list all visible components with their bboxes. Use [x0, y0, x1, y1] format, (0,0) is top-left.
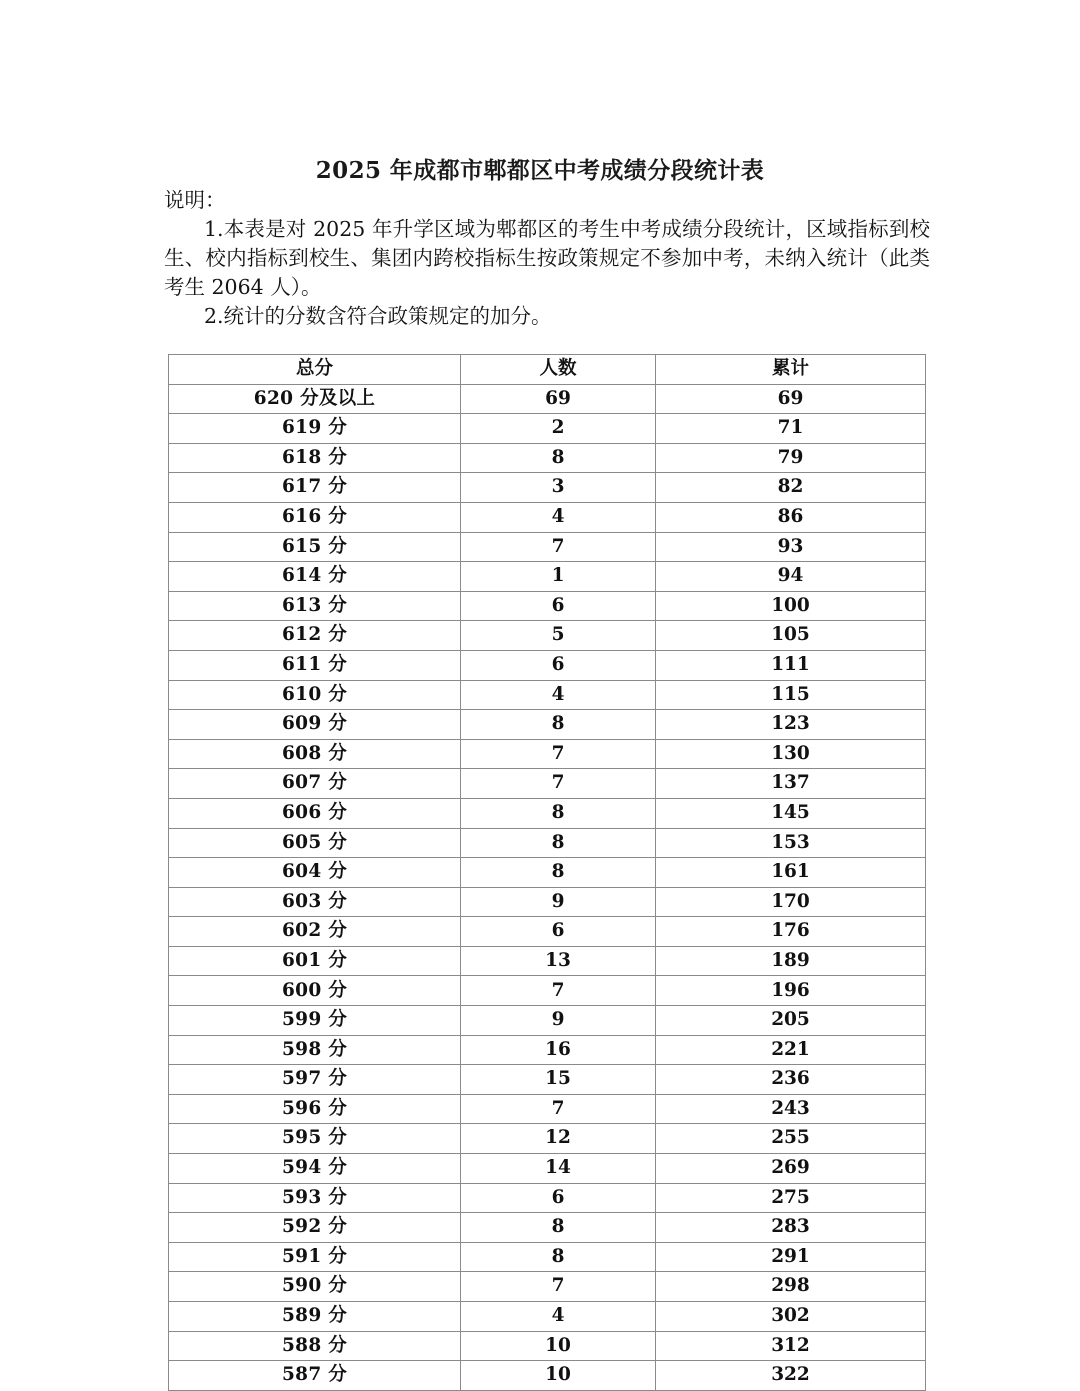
- table-row: [169, 650, 926, 680]
- cumulative-cell: 236: [656, 1065, 926, 1095]
- count-cell: 8: [461, 798, 656, 828]
- count-cell: 7: [461, 532, 656, 562]
- table-row: [169, 1331, 926, 1361]
- score-distribution-table: [168, 354, 926, 1391]
- count-cell: 15: [461, 1065, 656, 1095]
- cumulative-cell: 322: [656, 1361, 926, 1391]
- table-header-row: [169, 355, 926, 385]
- cumulative-cell: 137: [656, 769, 926, 799]
- score-cell: 613 分: [169, 591, 461, 621]
- count-cell: 10: [461, 1331, 656, 1361]
- score-cell: 612 分: [169, 621, 461, 651]
- count-cell: 8: [461, 858, 656, 888]
- table-row: [169, 384, 926, 414]
- count-cell: 1: [461, 562, 656, 592]
- table-row: [169, 769, 926, 799]
- score-cell: 600 分: [169, 976, 461, 1006]
- score-cell: 598 分: [169, 1035, 461, 1065]
- cumulative-cell: 105: [656, 621, 926, 651]
- cumulative-cell: 176: [656, 917, 926, 947]
- page-title: 2025 年成都市郫都区中考成绩分段统计表: [315, 157, 765, 184]
- score-cell: 588 分: [169, 1331, 461, 1361]
- column-header-total-score: 总分: [169, 355, 461, 385]
- cumulative-cell: 283: [656, 1213, 926, 1243]
- cumulative-cell: 275: [656, 1183, 926, 1213]
- table-row: [169, 621, 926, 651]
- note-item-2: 2.统计的分数含符合政策规定的加分。: [204, 304, 552, 328]
- cumulative-cell: 79: [656, 443, 926, 473]
- table-row: [169, 828, 926, 858]
- count-cell: 3: [461, 473, 656, 503]
- count-cell: 8: [461, 1213, 656, 1243]
- count-cell: 6: [461, 591, 656, 621]
- count-cell: 8: [461, 710, 656, 740]
- score-cell: 597 分: [169, 1065, 461, 1095]
- table-row: [169, 1272, 926, 1302]
- count-cell: 9: [461, 1006, 656, 1036]
- cumulative-cell: 145: [656, 798, 926, 828]
- column-header-cumulative: 累计: [656, 355, 926, 385]
- table-row: [169, 710, 926, 740]
- score-cell: 620 分及以上: [169, 384, 461, 414]
- table-row: [169, 858, 926, 888]
- count-cell: 7: [461, 1094, 656, 1124]
- cumulative-cell: 153: [656, 828, 926, 858]
- count-cell: 14: [461, 1154, 656, 1184]
- note-label: 说明：: [164, 188, 226, 212]
- score-cell: 595 分: [169, 1124, 461, 1154]
- count-cell: 7: [461, 976, 656, 1006]
- count-cell: 2: [461, 414, 656, 444]
- table-row: [169, 917, 926, 947]
- count-cell: 8: [461, 828, 656, 858]
- cumulative-cell: 115: [656, 680, 926, 710]
- cumulative-cell: 111: [656, 650, 926, 680]
- table-row: [169, 473, 926, 503]
- count-cell: 8: [461, 1242, 656, 1272]
- count-cell: 4: [461, 1302, 656, 1332]
- cumulative-cell: 255: [656, 1124, 926, 1154]
- table-row: [169, 1065, 926, 1095]
- table-row: [169, 443, 926, 473]
- table-row: [169, 680, 926, 710]
- table-row: [169, 1035, 926, 1065]
- table-row: [169, 562, 926, 592]
- table-row: [169, 1154, 926, 1184]
- table-row: [169, 1213, 926, 1243]
- score-cell: 596 分: [169, 1094, 461, 1124]
- count-cell: 12: [461, 1124, 656, 1154]
- cumulative-cell: 71: [656, 414, 926, 444]
- cumulative-cell: 312: [656, 1331, 926, 1361]
- table-row: [169, 1302, 926, 1332]
- score-cell: 605 分: [169, 828, 461, 858]
- note-item-1: 1.本表是对 2025 年升学区域为郫都区的考生中考成绩分段统计，区域指标到校生、校内指标到校生、集团内跨校指标生按政策规定不参加中考，未纳入统计（此类考生 2064 人）。: [164, 217, 930, 299]
- cumulative-cell: 86: [656, 502, 926, 532]
- cumulative-cell: 298: [656, 1272, 926, 1302]
- count-cell: 6: [461, 1183, 656, 1213]
- score-cell: 591 分: [169, 1242, 461, 1272]
- table-row: [169, 532, 926, 562]
- score-cell: 599 分: [169, 1006, 461, 1036]
- score-cell: 604 分: [169, 858, 461, 888]
- score-cell: 619 分: [169, 414, 461, 444]
- explanatory-note: [164, 186, 930, 331]
- score-cell: 594 分: [169, 1154, 461, 1184]
- count-cell: 6: [461, 650, 656, 680]
- score-cell: 614 分: [169, 562, 461, 592]
- count-cell: 4: [461, 502, 656, 532]
- table-row: [169, 976, 926, 1006]
- count-cell: 6: [461, 917, 656, 947]
- score-cell: 587 分: [169, 1361, 461, 1391]
- cumulative-cell: 205: [656, 1006, 926, 1036]
- score-cell: 593 分: [169, 1183, 461, 1213]
- score-cell: 617 分: [169, 473, 461, 503]
- cumulative-cell: 196: [656, 976, 926, 1006]
- score-cell: 616 分: [169, 502, 461, 532]
- table-row: [169, 1006, 926, 1036]
- count-cell: 69: [461, 384, 656, 414]
- count-cell: 7: [461, 769, 656, 799]
- cumulative-cell: 93: [656, 532, 926, 562]
- score-cell: 610 分: [169, 680, 461, 710]
- cumulative-cell: 189: [656, 946, 926, 976]
- table-row: [169, 1094, 926, 1124]
- cumulative-cell: 170: [656, 887, 926, 917]
- count-cell: 16: [461, 1035, 656, 1065]
- score-cell: 615 分: [169, 532, 461, 562]
- score-cell: 609 分: [169, 710, 461, 740]
- table-row: [169, 1183, 926, 1213]
- count-cell: 7: [461, 1272, 656, 1302]
- count-cell: 8: [461, 443, 656, 473]
- score-cell: 607 分: [169, 769, 461, 799]
- cumulative-cell: 100: [656, 591, 926, 621]
- cumulative-cell: 123: [656, 710, 926, 740]
- count-cell: 13: [461, 946, 656, 976]
- table-header: [169, 355, 926, 385]
- table-row: [169, 739, 926, 769]
- table-body: [169, 384, 926, 1390]
- cumulative-cell: 221: [656, 1035, 926, 1065]
- score-cell: 603 分: [169, 887, 461, 917]
- column-header-count: 人数: [461, 355, 656, 385]
- cumulative-cell: 302: [656, 1302, 926, 1332]
- count-cell: 9: [461, 887, 656, 917]
- count-cell: 5: [461, 621, 656, 651]
- cumulative-cell: 269: [656, 1154, 926, 1184]
- count-cell: 7: [461, 739, 656, 769]
- score-cell: 590 分: [169, 1272, 461, 1302]
- score-cell: 618 分: [169, 443, 461, 473]
- score-cell: 606 分: [169, 798, 461, 828]
- table-row: [169, 502, 926, 532]
- table-row: [169, 946, 926, 976]
- table-row: [169, 798, 926, 828]
- table-row: [169, 1124, 926, 1154]
- cumulative-cell: 130: [656, 739, 926, 769]
- score-cell: 608 分: [169, 739, 461, 769]
- score-cell: 611 分: [169, 650, 461, 680]
- score-cell: 602 分: [169, 917, 461, 947]
- cumulative-cell: 69: [656, 384, 926, 414]
- count-cell: 10: [461, 1361, 656, 1391]
- cumulative-cell: 82: [656, 473, 926, 503]
- table-row: [169, 414, 926, 444]
- cumulative-cell: 243: [656, 1094, 926, 1124]
- table-row: [169, 887, 926, 917]
- cumulative-cell: 94: [656, 562, 926, 592]
- score-cell: 601 分: [169, 946, 461, 976]
- table-row: [169, 1242, 926, 1272]
- score-cell: 592 分: [169, 1213, 461, 1243]
- score-cell: 589 分: [169, 1302, 461, 1332]
- cumulative-cell: 161: [656, 858, 926, 888]
- cumulative-cell: 291: [656, 1242, 926, 1272]
- table-row: [169, 591, 926, 621]
- count-cell: 4: [461, 680, 656, 710]
